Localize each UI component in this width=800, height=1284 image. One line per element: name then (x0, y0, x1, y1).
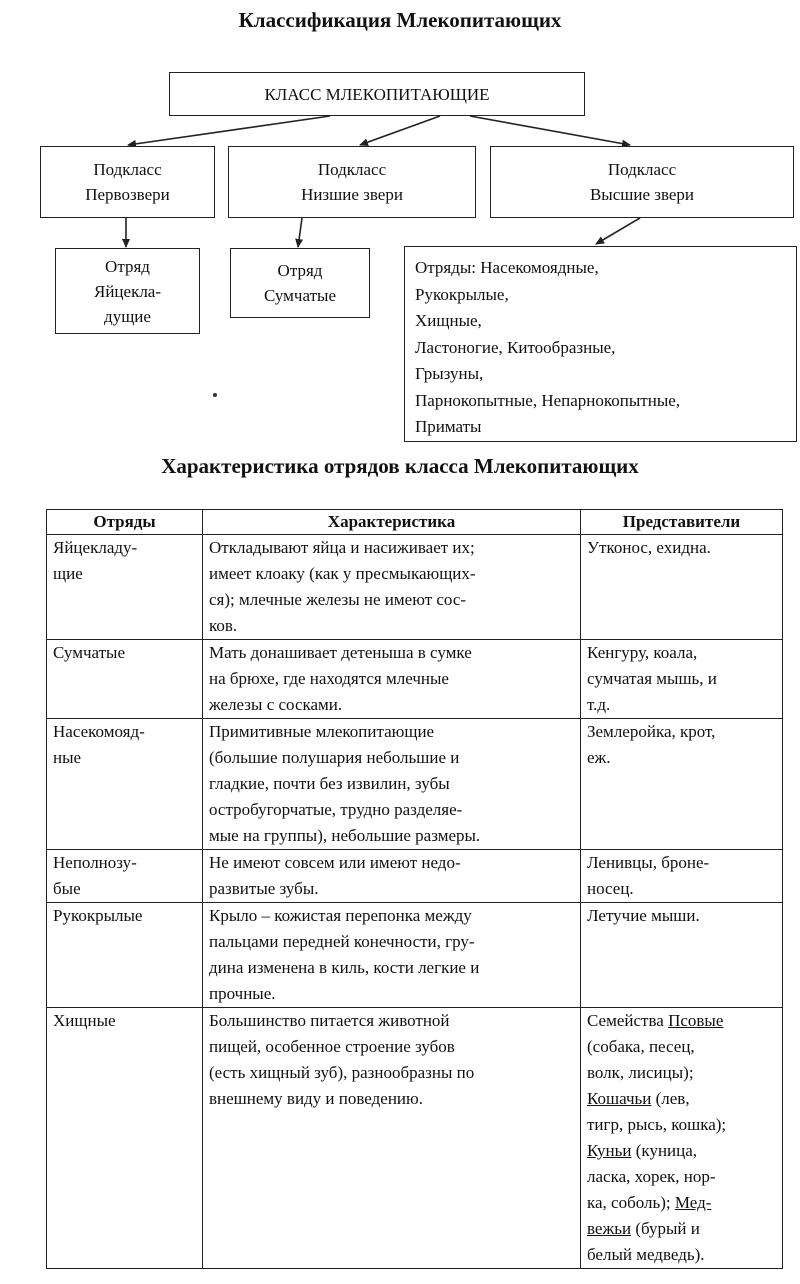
diagram-title: Классификация Млекопитающих (238, 8, 562, 32)
order-cell: Неполнозу- бые (47, 850, 203, 903)
desc-cell: Большинство питается животной пищей, особенное строение зубов (есть хищный зуб), разнообразны по внешнему виду и поведению. (203, 1008, 581, 1269)
reps-cell: Летучие мыши. (581, 903, 783, 1008)
reps-cell: Кенгуру, коала, сумчатая мышь, и т.д. (581, 640, 783, 719)
family-ursidae: Мед- (674, 1193, 712, 1212)
family-felidae: Кошачьи (587, 1089, 652, 1108)
family-mustelidae: Куньи (587, 1141, 632, 1160)
table-header-row (47, 510, 783, 535)
order-line: Грызуны, (415, 364, 484, 383)
order-line: Рукокрылые, (415, 284, 509, 304)
subclass-name: Высшие звери (589, 185, 695, 204)
arrow-to-subclass-1 (128, 116, 330, 145)
reps-cell: Ленивцы, броне- носец. (581, 850, 783, 903)
subclass-box-eutheria (490, 146, 794, 218)
print-speck (213, 393, 217, 397)
order-line: Яйцекла- (93, 281, 162, 301)
family-ursidae: вежьи (587, 1219, 632, 1238)
order-line: Отряд (277, 261, 323, 280)
order-cell: Рукокрылые (47, 903, 203, 1008)
order-cell: Насекомояд- ные (47, 719, 203, 850)
order-box-monotremes (55, 248, 200, 334)
order-cell: Сумчатые (47, 640, 203, 719)
desc-cell: Не имеют совсем или имеют недо- развитые зубы. (203, 850, 581, 903)
header-representatives: Представители (581, 510, 783, 535)
reps-cell: Семейства Псовые (собака, песец, волк, лисицы); Кошачьи (лев, тигр, рысь, кошка); Куньи (куница, ласка, хорек, нор- ка, соболь); Мед- вежьи (бурый и белый медведь). (581, 1008, 783, 1269)
family-canidae: Псовые (668, 1011, 724, 1030)
subclass-name: Первозвери (85, 185, 170, 204)
order-line: Отряд (105, 256, 150, 276)
order-line: дущие (104, 306, 151, 326)
order-box-marsupials (230, 248, 370, 318)
order-line: Отряды: Насекомоядные, (415, 258, 599, 277)
header-orders: Отряды (47, 510, 203, 535)
table-title: Характеристика отрядов класса Млекопитающих (161, 454, 639, 478)
arrow-to-subclass-2 (360, 116, 440, 145)
subclass-label: Подкласс (317, 160, 387, 179)
subclass-label: Подкласс (607, 160, 677, 179)
table-row (47, 640, 783, 719)
header-characteristics: Характеристика (203, 510, 581, 535)
order-line: Ластоногие, Китообразные, (415, 337, 616, 357)
order-line: Приматы (415, 417, 482, 436)
reps-cell: Землеройка, крот, еж. (581, 719, 783, 850)
table-row (47, 719, 783, 850)
class-label: КЛАСС МЛЕКОПИТАЮЩИЕ (264, 84, 490, 104)
table-row (47, 535, 783, 640)
subclass-label: Подкласс (93, 160, 162, 179)
order-line: Хищные, (415, 311, 482, 330)
arrow-to-subclass-3 (470, 116, 630, 145)
desc-cell: Мать донашивает детеныша в сумке на брюхе, где находятся млечные железы с сосками. (203, 640, 581, 719)
table-row (47, 903, 783, 1008)
order-box-placentals (404, 246, 797, 442)
order-line: Парнокопытные, Непарнокопытные, (415, 390, 681, 410)
arrow-to-order-3 (596, 218, 640, 244)
reps-cell: Утконос, ехидна. (581, 535, 783, 640)
subclass-box-metatheria (228, 146, 476, 218)
order-line: Сумчатые (263, 286, 336, 305)
desc-cell: Откладывают яйца и насиживает их; имеет клоаку (как у пресмыкающих- ся); млечные железы не имеют сос- ков. (203, 535, 581, 640)
order-cell: Хищные (47, 1008, 203, 1269)
class-box (169, 72, 585, 116)
subclass-name: Низшие звери (301, 185, 403, 204)
desc-cell: Примитивные млекопитающие (большие полушария небольшие и гладкие, почти без извилин, зубы остробугорчатые, трудно разделяе- мые на группы), небольшие размеры. (203, 719, 581, 850)
desc-cell: Крыло – кожистая перепонка между пальцами передней конечности, гру- дина изменена в киль, кости легкие и прочные. (203, 903, 581, 1008)
arrow-to-order-2 (298, 218, 302, 247)
table-row (47, 850, 783, 903)
orders-table (46, 509, 783, 1269)
table-row (47, 1008, 783, 1269)
subclass-box-prototheria (40, 146, 215, 218)
order-cell: Яйцекладу- щие (47, 535, 203, 640)
